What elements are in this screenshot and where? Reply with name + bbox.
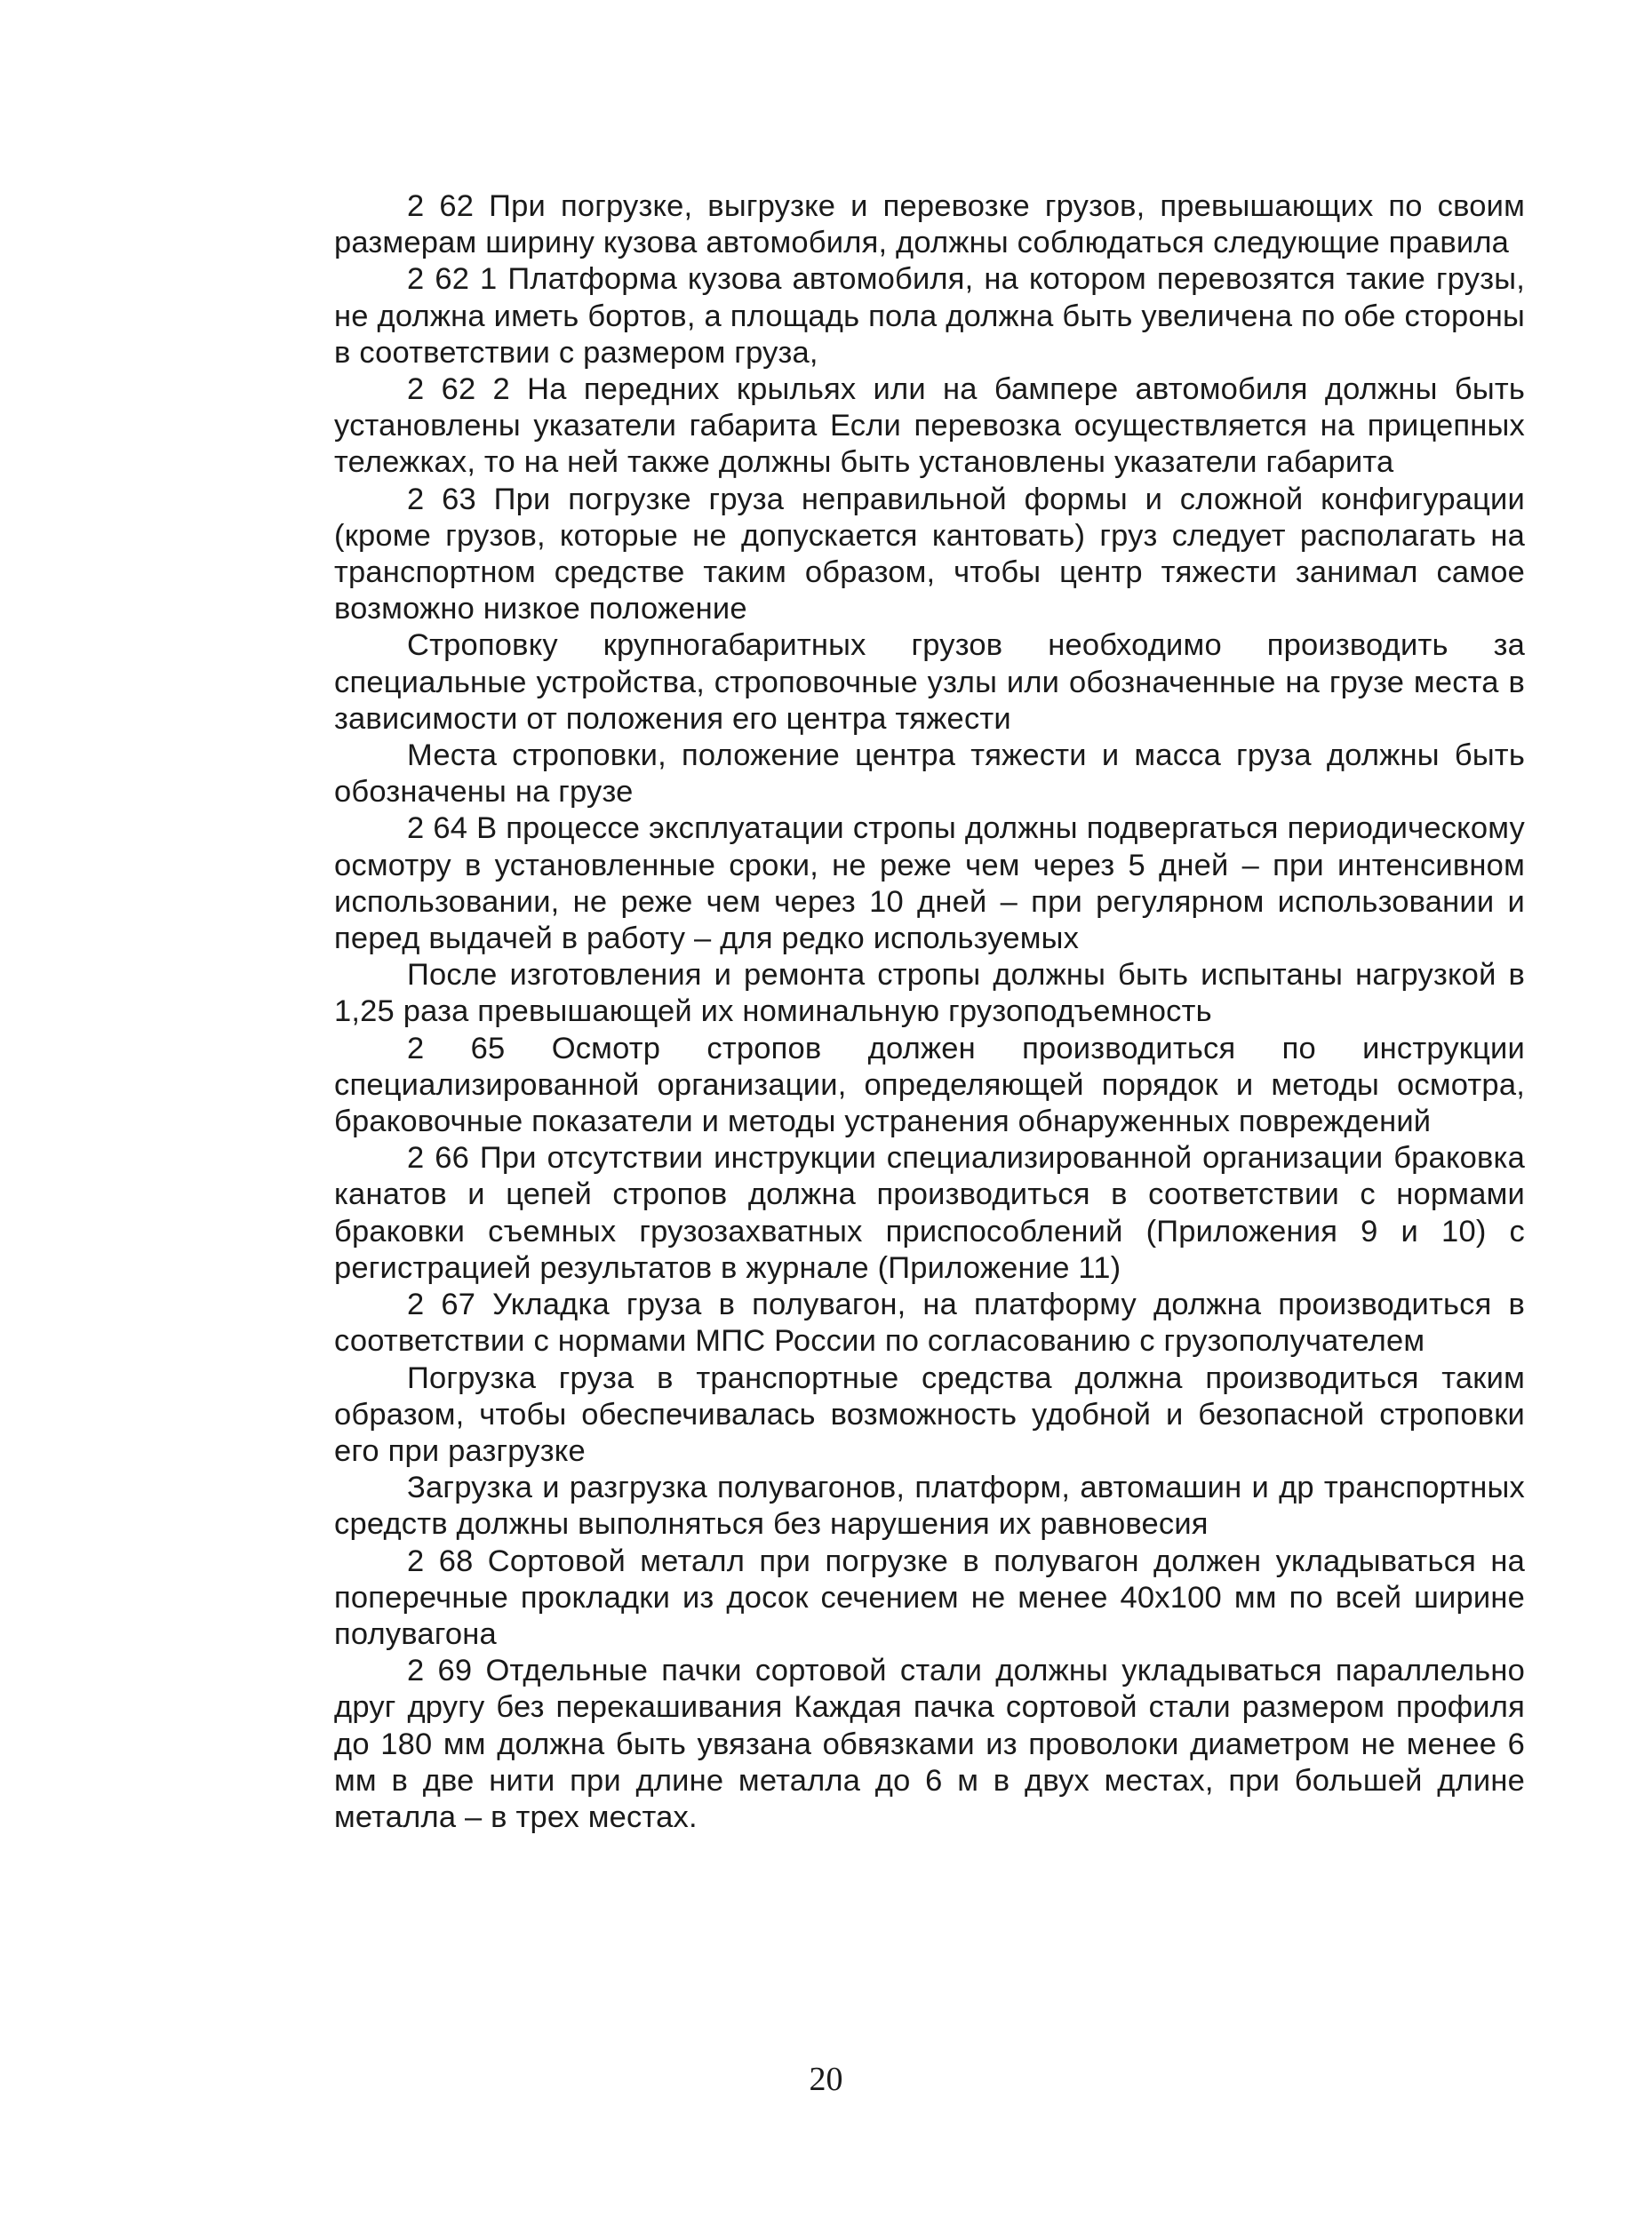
paragraph-loading-vehicles: Погрузка груза в транспортные средства должна производиться таким образом, чтобы обеспечивалась возможность удобной и безопасной строповки его при разгрузке [334, 1360, 1525, 1468]
paragraph-2-64: 2 64 В процессе эксплуатации стропы должны подвергаться периодическому осмотру в установленные сроки, не реже чем через 5 дней – при интенсивном использовании, не реже чем через 10 дней – при регулярном использовании и перед выдачей в работу – для редко используемых [334, 811, 1525, 956]
paragraph-2-66: 2 66 При отсутствии инструкции специализированной организации браковка канатов и цепей стропов должна производиться в соответствии с нормами браковки съемных грузозахватных приспособлений (Приложения 9 и 10) с регистрацией результатов в журнале (Приложение 11) [334, 1141, 1525, 1285]
page-number: 20 [809, 2061, 843, 2098]
paragraph-2-69: 2 69 Отдельные пачки сортовой стали должны укладываться параллельно друг другу без перекашивания Каждая пачка сортовой стали размером профиля до 180 мм должна быть увязана обвязками из проволоки диаметром не менее 6 мм в две нити при длине металла до 6 м в двух местах, при большей длине металла – в трех местах. [334, 1654, 1525, 1834]
paragraph-2-62: 2 62 При погрузке, выгрузке и перевозке грузов, превышающих по своим размерам ширину кузова автомобиля, должны соблюдаться следующие правила [334, 189, 1525, 260]
paragraph-2-62-1: 2 62 1 Платформа кузова автомобиля, на котором перевозятся такие грузы, не должна иметь бортов, а площадь пола должна быть увеличена по обе стороны в соответствии с размером груза, [334, 262, 1525, 370]
paragraph-2-62-2: 2 62 2 На передних крыльях или на бампере автомобиля должны быть установлены указатели габарита Если перевозка осуществляется на прицепных тележках, то на ней также должны быть установлены указатели габарита [334, 372, 1525, 480]
body-text [334, 188, 1525, 1836]
paragraph-slinging-marks: Места строповки, положение центра тяжести и масса груза должны быть обозначены на грузе [334, 738, 1525, 810]
paragraph-2-67: 2 67 Укладка груза в полувагон, на платформу должна производиться в соответствии с нормами МПС России по согласованию с грузополучателем [334, 1288, 1525, 1359]
paragraph-sling-testing: После изготовления и ремонта стропы должны быть испытаны нагрузкой в 1,25 раза превышающей их номинальную грузоподъемность [334, 958, 1525, 1029]
paragraph-loading-balance: Загрузка и разгрузка полувагонов, платформ, автомашин и др транспортных средств должны выполняться без нарушения их равновесия [334, 1471, 1525, 1542]
paragraph-2-65: 2 65 Осмотр стропов должен производиться по инструкции специализированной организации, определяющей порядок и методы осмотра, браковочные показатели и методы устранения обнаруженных повреждений [334, 1031, 1525, 1139]
paragraph-2-63: 2 63 При погрузке груза неправильной формы и сложной конфигурации (кроме грузов, которые не допускается кантовать) груз следует располагать на транспортном средстве таким образом, чтобы центр тяжести занимал самое возможно низкое положение [334, 482, 1525, 626]
paragraph-2-68: 2 68 Сортовой металл при погрузке в полувагон должен укладываться на поперечные прокладки из досок сечением не менее 40х100 мм по всей ширине полувагона [334, 1544, 1525, 1651]
paragraph-slinging-oversized: Строповку крупногабаритных грузов необходимо производить за специальные устройства, строповочные узлы или обозначенные на грузе места в зависимости от положения его центра тяжести [334, 628, 1525, 736]
